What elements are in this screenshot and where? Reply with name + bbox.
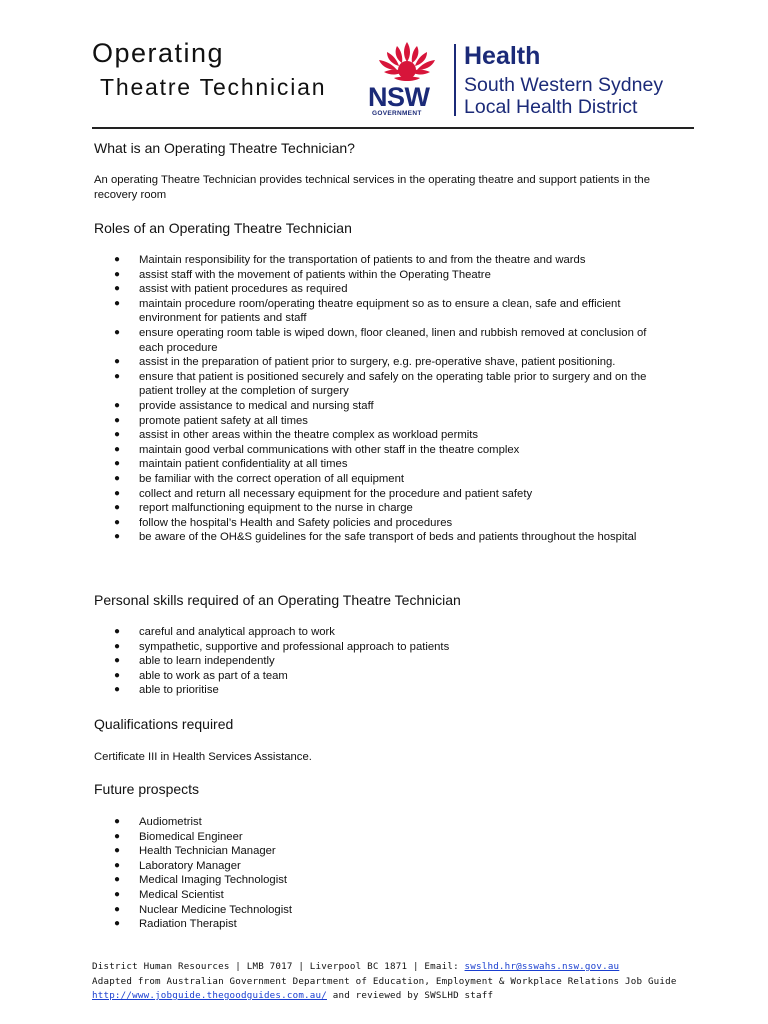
header-divider bbox=[92, 127, 694, 129]
list-item-text: assist in the preparation of patient prior to surgery, e.g. pre-operative shave, patient positioning. bbox=[139, 356, 616, 369]
list-item-text: maintain procedure room/operating theatre equipment so as to ensure a clean, safe and efficient environment for patients and staff bbox=[139, 297, 621, 325]
list-item-text: report malfunctioning equipment to the nurse in charge bbox=[139, 502, 413, 515]
qualifications-text: Certificate III in Health Services Assistance. bbox=[94, 751, 312, 763]
skills-list bbox=[94, 625, 674, 698]
list-item-text: careful and analytical approach to work bbox=[139, 626, 335, 638]
list-item-text: sympathetic, supportive and professional approach to patients bbox=[139, 640, 450, 653]
district-name-line1: South Western Sydney bbox=[464, 74, 664, 96]
list-item-text: be aware of the OH&S guidelines for the safe transport of beds and patients throughout the hospital bbox=[139, 531, 637, 544]
list-item: ● provide assistance to medical and nursing staff bbox=[114, 399, 374, 412]
footer-contact-line bbox=[92, 961, 619, 972]
list-item-text: Health Technician Manager bbox=[139, 845, 276, 858]
list-item-text: assist staff with the movement of patients within the Operating Theatre bbox=[139, 268, 491, 281]
list-item-text: Nuclear Medicine Technologist bbox=[139, 903, 293, 916]
roles-list bbox=[94, 253, 674, 545]
list-item-text: collect and return all necessary equipment for the procedure and patient safety bbox=[139, 487, 533, 500]
footer-jobguide-link[interactable]: http://www.jobguide.thegoodguides.com.au/ bbox=[92, 990, 327, 1001]
nsw-health-logo bbox=[366, 38, 706, 122]
list-item: ● collect and return all necessary equipment for the procedure and patient safety bbox=[114, 487, 533, 500]
prospects-heading: Future prospects bbox=[94, 781, 200, 797]
list-item-text: ensure that patient is positioned securely and safely on the operating table prior to surgery and on the patient trolley at the completion of surgery bbox=[139, 370, 647, 398]
health-label: Health bbox=[464, 42, 541, 70]
list-item-text: follow the hospital’s Health and Safety policies and procedures bbox=[139, 516, 453, 529]
list-item-text: ensure operating room table is wiped down, floor cleaned, linen and rubbish removed at conclusion of each procedure bbox=[139, 326, 647, 354]
list-item-text: Laboratory Manager bbox=[139, 859, 241, 872]
list-item: ● Audiometrist bbox=[114, 816, 202, 828]
list-item: ● assist in other areas within the theatre complex as workload permits bbox=[114, 429, 479, 442]
list-item-text: Medical Scientist bbox=[139, 888, 224, 901]
footer-source-line: Adapted from Australian Government Department of Education, Employment & Workplace Relations Job Guide bbox=[92, 976, 677, 987]
page-title-line2: Theatre Technician bbox=[100, 74, 327, 100]
list-item: ● careful and analytical approach to work bbox=[114, 626, 335, 638]
list-item-text: Audiometrist bbox=[139, 816, 202, 828]
page-title-line1: Operating bbox=[92, 38, 225, 68]
list-item: ● Laboratory Manager bbox=[114, 859, 241, 872]
list-item-text: assist in other areas within the theatre complex as workload permits bbox=[139, 429, 479, 442]
footer-review-text: and reviewed by SWSLHD staff bbox=[327, 990, 494, 1001]
footer-email-link[interactable]: swslhd.hr@sswahs.nsw.gov.au bbox=[464, 961, 620, 972]
waratah-flower-icon bbox=[372, 38, 442, 84]
list-item: ● Maintain responsibility for the transportation of patients to and from the theatre and wards bbox=[114, 254, 586, 266]
list-item: ● assist in the preparation of patient prior to surgery, e.g. pre-operative shave, patient positioning. bbox=[114, 356, 616, 369]
list-item-text: maintain good verbal communications with other staff in the theatre complex bbox=[139, 443, 520, 456]
district-name-line2: Local Health District bbox=[464, 96, 638, 118]
list-item-text: be familiar with the correct operation of all equipment bbox=[139, 472, 404, 485]
list-item-text: promote patient safety at all times bbox=[139, 414, 308, 427]
list-item-text: Radiation Therapist bbox=[139, 918, 237, 931]
list-item-text: provide assistance to medical and nursing staff bbox=[139, 399, 374, 412]
list-item-text: Biomedical Engineer bbox=[139, 830, 243, 843]
list-item: ● promote patient safety at all times bbox=[114, 414, 308, 427]
list-item: ● be familiar with the correct operation of all equipment bbox=[114, 472, 404, 485]
list-item-text: maintain patient confidentiality at all times bbox=[139, 458, 348, 471]
list-item-text: able to work as part of a team bbox=[139, 669, 288, 682]
list-item: ● Medical Scientist bbox=[114, 888, 224, 901]
list-item-text: Maintain responsibility for the transportation of patients to and from the theatre and wards bbox=[139, 254, 586, 266]
list-item: ● able to learn independently bbox=[114, 655, 275, 668]
list-item: ● assist with patient procedures as required bbox=[114, 283, 348, 296]
list-item: ● Nuclear Medicine Technologist bbox=[114, 903, 293, 916]
list-item: ● sympathetic, supportive and professional approach to patients bbox=[114, 640, 450, 653]
list-item: ● able to prioritise bbox=[114, 684, 219, 697]
qualifications-heading: Qualifications required bbox=[94, 716, 234, 732]
list-item: ● Biomedical Engineer bbox=[114, 830, 243, 843]
intro-heading: What is an Operating Theatre Technician? bbox=[94, 140, 355, 156]
skills-heading: Personal skills required of an Operating Theatre Technician bbox=[94, 592, 461, 608]
intro-text: An operating Theatre Technician provides technical services in the operating theatre and support patients in the recovery room bbox=[94, 174, 650, 201]
list-item: ● Radiation Therapist bbox=[114, 918, 237, 931]
roles-heading: Roles of an Operating Theatre Technician bbox=[94, 220, 352, 236]
nsw-government-label: GOVERNMENT bbox=[372, 110, 422, 117]
list-item: ● report malfunctioning equipment to the nurse in charge bbox=[114, 502, 413, 515]
list-item: ● able to work as part of a team bbox=[114, 669, 288, 682]
list-item-text: able to learn independently bbox=[139, 655, 275, 668]
list-item: ● ensure that patient is positioned securely and safely on the operating table prior to surgery and on the patient trolley at the completion of surgery bbox=[114, 370, 647, 398]
list-item: ● be aware of the OH&S guidelines for the safe transport of beds and patients throughout the hospital bbox=[114, 531, 637, 544]
list-item: ● Health Technician Manager bbox=[114, 845, 276, 858]
list-item: ● maintain patient confidentiality at all times bbox=[114, 458, 348, 471]
list-item-text: able to prioritise bbox=[139, 684, 219, 697]
list-item-text: assist with patient procedures as required bbox=[139, 283, 348, 296]
list-item-text: Medical Imaging Technologist bbox=[139, 874, 287, 887]
list-item: ● assist staff with the movement of patients within the Operating Theatre bbox=[114, 268, 491, 281]
list-item: ● follow the hospital’s Health and Safety policies and procedures bbox=[114, 516, 453, 529]
logo-divider bbox=[454, 44, 456, 116]
list-item: ● ensure operating room table is wiped down, floor cleaned, linen and rubbish removed at conclusion of each procedure bbox=[114, 326, 647, 354]
list-item: ● maintain good verbal communications with other staff in the theatre complex bbox=[114, 443, 520, 456]
list-item: ● Medical Imaging Technologist bbox=[114, 874, 287, 887]
footer-link-line bbox=[92, 990, 493, 1001]
nsw-wordmark: NSW bbox=[368, 82, 430, 112]
footer-contact-text: District Human Resources | LMB 7017 | Liverpool BC 1871 | Email: bbox=[92, 961, 465, 972]
prospects-list bbox=[94, 815, 674, 932]
list-item: ● maintain procedure room/operating theatre equipment so as to ensure a clean, safe and efficient environment for patients and staff bbox=[114, 297, 621, 325]
